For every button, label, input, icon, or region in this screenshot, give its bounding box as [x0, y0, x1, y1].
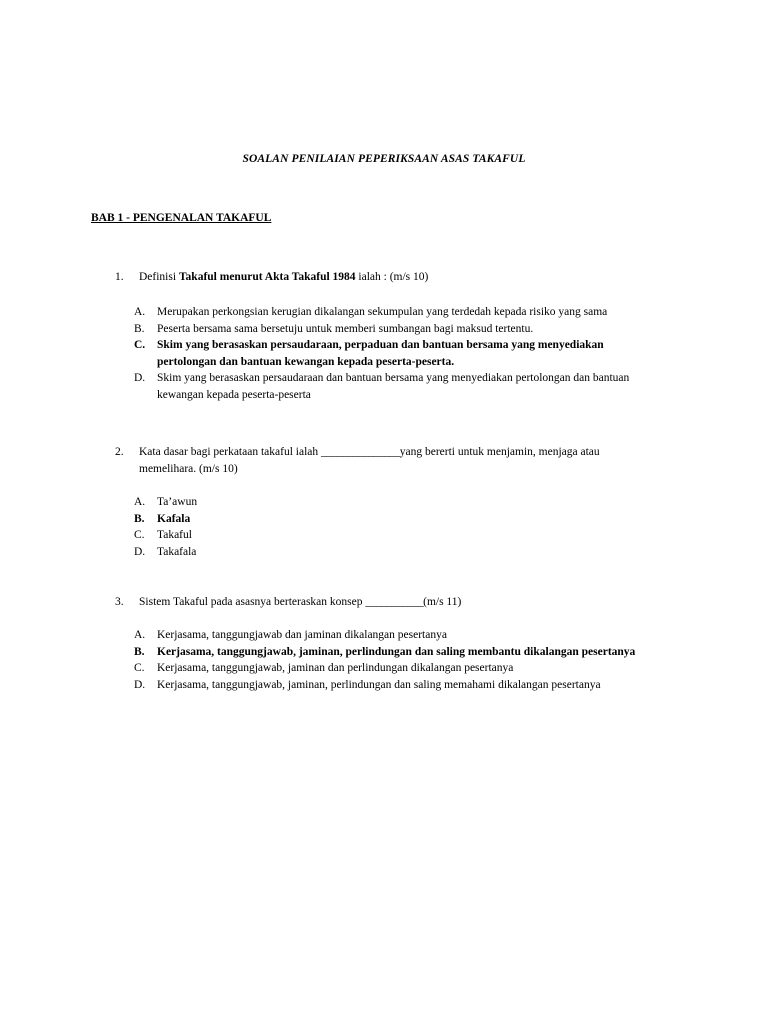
option-letter: C. — [134, 339, 146, 351]
question-1-stem-suffix: ialah : (m/s 10) — [355, 271, 429, 283]
question-2-option-b — [134, 511, 655, 528]
answer-blank: _______________ — [321, 446, 400, 458]
option-text: Kerjasama, tanggungjawab, jaminan, perlindungan dan saling memahami dikalangan pesertanya — [157, 678, 601, 691]
option-letter: D. — [134, 678, 146, 691]
question-3-options — [134, 627, 655, 693]
option-text: Kerjasama, tanggungjawab, jaminan dan perlindungan dikalangan pesertanya — [157, 662, 514, 674]
question-3-stem-suffix: (m/s 11) — [423, 596, 462, 608]
option-letter: C. — [134, 529, 145, 541]
question-1-stem-emphasis: Takaful menurut Akta Takaful 1984 — [178, 271, 356, 283]
question-2-stem-prefix: Kata dasar bagi perkataan takaful ialah — [139, 446, 321, 458]
question-2-option-d — [134, 544, 655, 561]
question-3-stem — [115, 594, 655, 611]
option-letter: B. — [134, 645, 145, 658]
chapter-heading: BAB 1 - PENGENALAN TAKAFUL — [91, 212, 272, 224]
question-3-option-c — [134, 660, 655, 677]
option-text: Peserta bersama sama bersetuju untuk memberi sumbangan bagi maksud tertentu. — [157, 322, 534, 335]
option-text: Kerjasama, tanggungjawab, jaminan, perlindungan dan saling membantu dikalangan pesertanya — [157, 645, 636, 658]
question-3-number: 3. — [115, 596, 124, 608]
question-1-option-b — [134, 321, 655, 338]
option-letter: D. — [134, 545, 146, 558]
question-2-option-c — [134, 527, 655, 544]
question-2-stem-suffix: yang bererti untuk menjamin, menjaga atau memelihara. (m/s 10) — [139, 446, 600, 475]
option-text: Takafala — [157, 545, 197, 558]
option-text: Ta’awun — [157, 496, 198, 508]
option-letter: A. — [134, 496, 146, 508]
question-1-number: 1. — [115, 271, 124, 283]
question-2-number: 2. — [115, 446, 124, 458]
question-1-option-d — [134, 370, 655, 403]
question-1-options — [134, 304, 655, 403]
option-letter: B. — [134, 512, 145, 525]
question-2-options — [134, 494, 655, 560]
question-1-stem — [115, 269, 655, 286]
option-text: Takaful — [157, 529, 192, 541]
option-letter: B. — [134, 322, 145, 335]
answer-blank: ___________ — [365, 596, 424, 608]
question-2-stem — [115, 444, 655, 478]
question-1-option-a — [134, 304, 655, 321]
option-text: Merupakan perkongsian kerugian dikalangan sekumpulan yang terdedah kepada risiko yang sama — [157, 306, 608, 318]
page-title: SOALAN PENILAIAN PEPERIKSAAN ASAS TAKAFUL — [242, 153, 526, 165]
question-3-option-a — [134, 627, 655, 644]
question-2-option-a — [134, 494, 655, 511]
option-letter: D. — [134, 372, 146, 384]
question-2 — [115, 444, 655, 560]
question-3-option-d — [134, 677, 655, 694]
question-1 — [115, 269, 655, 403]
option-text: Skim yang berasaskan persaudaraan, perpaduan dan bantuan bersama yang menyediakan pertolongan dan bantuan kewangan kepada peserta-peserta. — [157, 339, 604, 368]
option-text: Kerjasama, tanggungjawab dan jaminan dikalangan pesertanya — [157, 629, 447, 641]
question-3-stem-prefix: Sistem Takaful pada asasnya berteraskan konsep — [139, 596, 366, 608]
question-1-stem-prefix: Definisi — [139, 271, 179, 283]
option-letter: C. — [134, 662, 145, 674]
question-3-option-b — [134, 644, 655, 661]
option-letter: A. — [134, 306, 146, 318]
question-1-option-c — [134, 337, 655, 370]
option-letter: A. — [134, 629, 146, 641]
question-3 — [115, 594, 655, 693]
option-text: Skim yang berasaskan persaudaraan dan bantuan bersama yang menyediakan pertolongan dan bantuan kewangan kepada peserta-peserta — [157, 372, 630, 401]
option-text: Kafala — [157, 512, 191, 525]
